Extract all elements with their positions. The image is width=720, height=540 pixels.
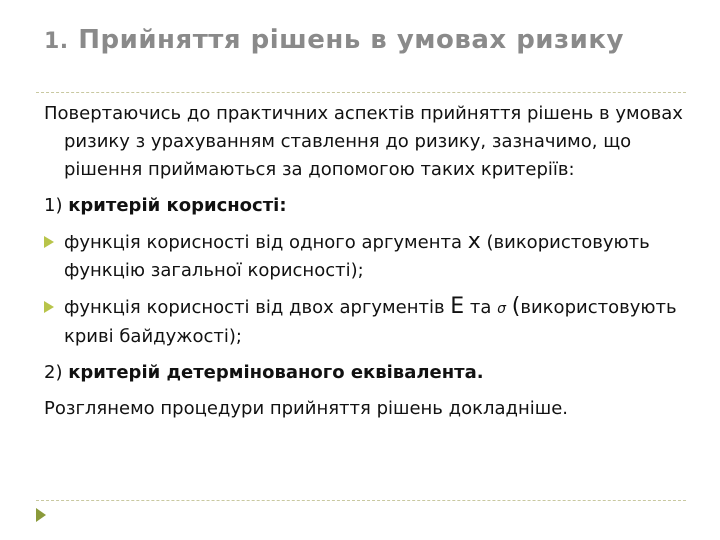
- criterion-1: [44, 192, 684, 220]
- bullet-1-variable: x: [467, 229, 481, 254]
- closing-paragraph: Розглянемо процедури прийняття рішень докладніше.: [44, 398, 568, 419]
- bottom-divider: [36, 500, 686, 501]
- title-number: 1.: [44, 29, 69, 54]
- triangle-bullet-icon: [44, 236, 54, 248]
- bullet-2-mid: та: [464, 297, 498, 318]
- triangle-bullet-icon: [44, 301, 54, 313]
- footer-arrow-icon: [36, 508, 46, 522]
- bullet-2-paren: (: [511, 294, 521, 319]
- criterion-1-prefix: 1): [44, 195, 69, 216]
- bullet-item-1: [44, 228, 684, 285]
- bullet-1-tail: (використовують функцію загальної корисності);: [64, 232, 650, 281]
- bullet-2-variable-sigma: σ: [497, 301, 507, 317]
- title-text: Прийняття рішень в умовах ризику: [78, 25, 624, 55]
- bullet-item-2: [44, 293, 684, 351]
- bullet-1-text: функція корисності від одного аргумента: [64, 232, 468, 253]
- criterion-2-label: критерій детермінованого еквівалента.: [68, 362, 484, 383]
- slide-body: [44, 100, 684, 431]
- bullet-2-text: функція корисності від двох аргументів: [64, 297, 451, 318]
- slide-title: [44, 22, 684, 60]
- intro-paragraph: Повертаючись до практичних аспектів прийняття рішень в умовах ризику з урахуванням ставлення до ризику, зазначимо, що рішення приймаються за допомогою таких критеріїв:: [44, 103, 683, 180]
- criterion-2: [44, 359, 684, 387]
- criterion-2-prefix: 2): [44, 362, 69, 383]
- top-divider: [36, 92, 686, 93]
- criterion-1-label: критерій корисності:: [68, 195, 287, 216]
- bullet-2-tail: використовують криві байдужості);: [64, 297, 677, 347]
- bullet-2-variable-e: E: [450, 294, 465, 319]
